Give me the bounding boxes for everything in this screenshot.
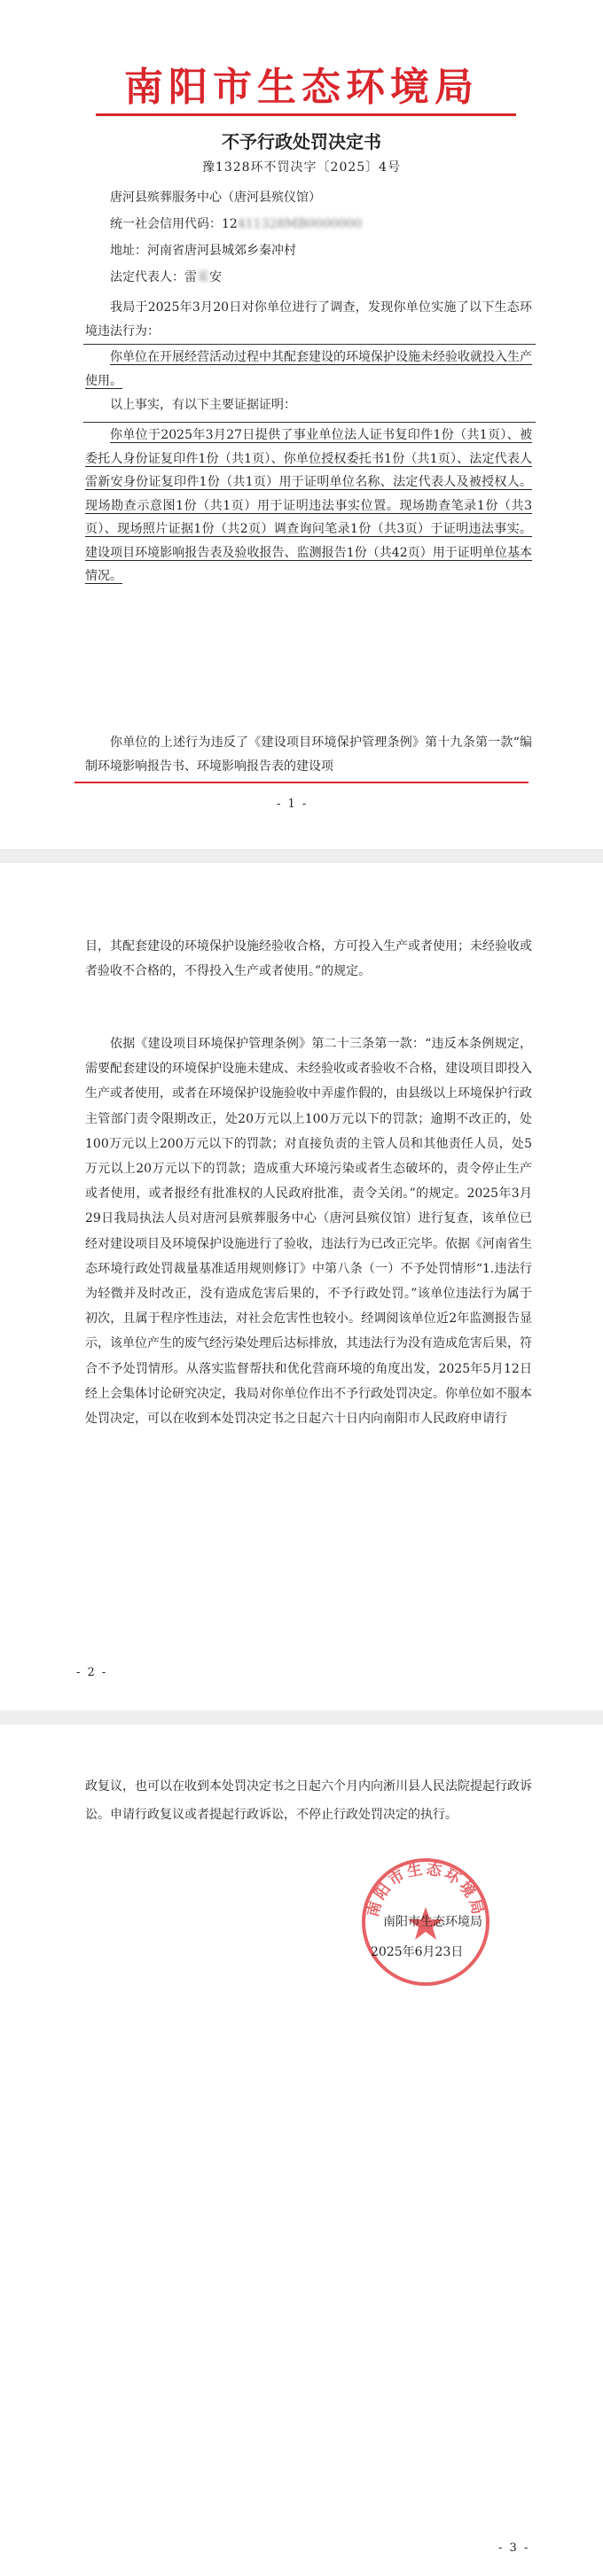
page-number: - 1 - (277, 798, 309, 811)
credit-code-masked: 411328MB0000000 (237, 217, 363, 231)
legal-rep-first: 雷 (184, 270, 197, 284)
penalty-basis-paragraph: 依据《建设项目环境保护管理条例》第二十三条第一款：“违反本条例规定，需要配套建设的环境保护设施未建成、未经验收或者验收不合格，建设项目即投入生产或者使用，或者在环境保护设施验收中弄虚作假的，由县级以上环境保护行政主管部门责令限期改正，处20万元以上100万元以下的罚款；逾期不改正的，处100万元以上200万元以下的罚款；对直接负责的主管人员和其他责任人员，处5万元以上20万元以下的罚款；造成重大环境污染或者生态破坏的，责令停止生产或者使用，或者报经有批准权的人民政府批准，责令关闭。”的规定。2025年3月29日我局执法人员对唐河县殡葬服务中心（唐河县殡仪馆）进行复查，该单位已经对建设项目及环境保护设施进行了验收，违法行为已改正完毕。依据《河南省生态环境行政处罚裁量基准适用规则修订》中第八条（一）不予处罚情形“1.违法行为轻微并及时改正，没有造成危害后果的，不予行政处罚。”该单位违法行为属于初次，且属于程序性违法，对社会危害性也较小。经调阅该单位近2年监测报告显示，该单位产生的废气经污染处理后达标排放，其违法行为没有造成危害后果，符合不予处罚情形。从落实监督帮扶和优化营商环境的角度出发，2025年5月12日经上会集体讨论研究决定，我局对你单位作出不予行政处罚决定。你单位如不服本处罚决定，可以在收到本处罚决定书之日起六十日内向南阳市人民政府申请行 (85, 1037, 532, 1427)
document-page-2 (0, 863, 603, 1710)
law-violation-paragraph: 你单位的上述行为违反了《建设项目环境保护管理条例》第十九条第一款“编制环境影响报告书、环境影响报告表的建设项 (85, 735, 532, 774)
document-title: 不予行政处罚决定书 (222, 131, 381, 152)
page-number: - 3 - (498, 2541, 530, 2555)
agency-header-title: 南阳市生态环境局 (124, 65, 479, 110)
violation-box-rule (83, 344, 536, 345)
evidence-intro-paragraph: 以上事实，有以下主要证据证明： (110, 398, 296, 412)
appeal-rights-paragraph: 政复议，也可以在收到本处罚决定书之日起六个月内向淅川县人民法院提起行政诉讼。申请行政复议或者提起行政诉讼，不停止行政处罚决定的执行。 (85, 1779, 532, 1822)
seal-text: 南阳市生态环境局 (364, 1860, 488, 1919)
investigation-paragraph: 我局于2025年3月20日对你单位进行了调查，发现你单位实施了以下生态环境违法行为： (85, 300, 532, 339)
legal-rep-label: 法定代表人： (110, 270, 184, 284)
footer-red-rule (74, 782, 529, 783)
document-page-3 (0, 1724, 603, 2576)
party-address: 地址：河南省唐河县城郊乡秦冲村 (110, 244, 296, 258)
violation-paragraph: 你单位在开展经营活动过程中其配套建设的环境保护设施未经验收就投入生产使用。 (85, 350, 532, 388)
credit-code-value: 12 (222, 217, 238, 231)
page-number: - 2 - (76, 1666, 108, 1679)
law-continuation-paragraph: 目，其配套建设的环境保护设施经验收合格，方可投入生产或者使用；未经验收或者验收不合格的，不得投入生产或者使用。”的规定。 (85, 939, 532, 978)
legal-representative-line (110, 268, 222, 286)
legal-rep-last: 安 (209, 270, 222, 284)
evidence-paragraph: 你单位于2025年3月27日提供了事业单位法人证书复印件1份（共1页）、被委托人身份证复印件1份（共1页）、你单位授权委托书1份（共1页）、法定代表人雷新安身份证复印件1份（共1页）用于证明单位名称、法定代表人及被授权人。现场勘查示意图1份（共1页）用于证明违法事实位置。现场勘查笔录1份（共3页）、现场照片证据1份（共2页）调查询问笔录1份（共3页）于证明违法事实。建设项目环境影响报告表及验收报告、监测报告1份（共42页）用于证明单位基本情况。 (85, 428, 532, 583)
document-number: 豫1328环不罚决字〔2025〕4号 (201, 160, 402, 175)
evidence-box-rule (83, 422, 536, 423)
party-name: 唐河县殡葬服务中心（唐河县殡仪馆） (110, 191, 321, 205)
credit-code-label: 统一社会信用代码： (110, 217, 222, 231)
signature-organization: 南阳市生态环境局 (383, 1915, 482, 1929)
document-page-1 (0, 0, 603, 849)
header-red-rule (96, 113, 516, 116)
legal-rep-masked: 某 (197, 270, 209, 284)
signature-date: 2025年6月23日 (371, 1945, 464, 1959)
credit-code-line (110, 215, 362, 233)
